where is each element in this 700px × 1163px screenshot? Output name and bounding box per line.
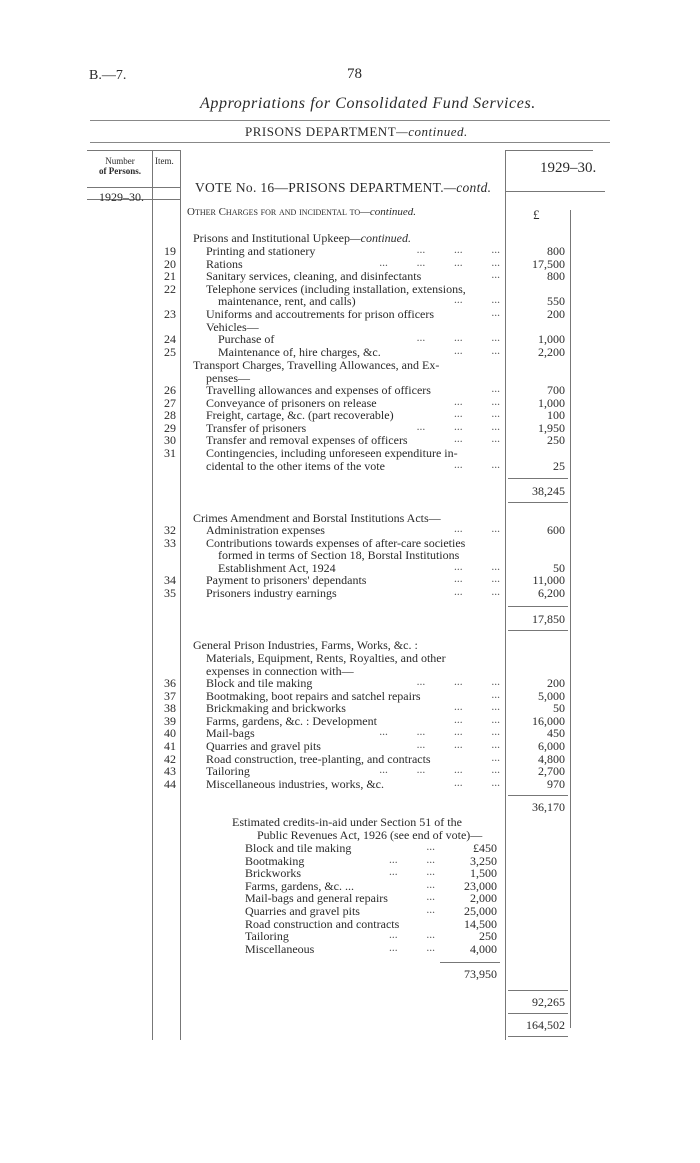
- leader-dots: ... ...: [454, 458, 500, 471]
- line-item-text: maintenance, rent, and calls): [218, 294, 356, 309]
- line-item-text: Payment to prisoners' dependants: [206, 573, 367, 588]
- line-item-amount: 4,000: [470, 941, 497, 956]
- item-number: 22: [164, 281, 176, 296]
- group3-heading: General Prison Industries, Farms, Works, &c. :: [193, 638, 418, 652]
- line-item-amount: 11,000: [532, 573, 565, 588]
- item-number: 36: [164, 676, 176, 690]
- line-item-amount: 700: [547, 383, 565, 397]
- line-item-text: Establishment Act, 1924: [218, 560, 336, 575]
- line-item-text: Block and tile making: [245, 841, 352, 855]
- line-item-amount: 2,200: [538, 344, 565, 359]
- item-number: 31: [164, 446, 176, 460]
- line-item-text: Tailoring: [245, 929, 289, 944]
- leader-dots: ... ...: [454, 701, 500, 714]
- line-item-text: formed in terms of Section 18, Borstal Institutions: [218, 548, 460, 563]
- line-item-amount: 200: [547, 676, 565, 690]
- leader-dots: ... ... ...: [416, 676, 500, 688]
- line-item-amount: 16,000: [532, 713, 565, 728]
- leader-dots: ...: [426, 841, 435, 853]
- line-item-amount: 450: [547, 726, 565, 741]
- line-item-text: Miscellaneous industries, works, &c.: [206, 776, 384, 791]
- credits-heading-cont: Public Revenues Act, 1926 (see end of vote)—: [257, 828, 483, 842]
- line-item-text: Bootmaking, boot repairs and satchel repairs: [206, 688, 421, 703]
- leader-dots: ...: [426, 878, 435, 891]
- group2-total: 17,850: [532, 612, 565, 626]
- leader-dots: ... ...: [454, 713, 500, 726]
- item-number: 42: [164, 751, 176, 766]
- line-item-amount: 800: [547, 244, 565, 258]
- line-item-text: Road construction and contracts: [245, 916, 400, 931]
- line-item-amount: 14,500: [464, 916, 497, 931]
- line-item-text: Road construction, tree-planting, and contracts: [206, 751, 431, 766]
- line-item-amount: 17,500: [532, 256, 565, 271]
- line-item-text: Block and tile making: [206, 676, 313, 690]
- item-number: 39: [164, 713, 176, 728]
- item-number: 23: [164, 307, 176, 321]
- year-column-header: 1929–30.: [540, 160, 597, 176]
- leader-dots: ... ...: [389, 853, 435, 866]
- line-item-text: Tailoring: [206, 764, 250, 779]
- line-item-amount: 6,200: [538, 586, 565, 600]
- line-item-amount: 1,000: [538, 395, 565, 410]
- leader-dots: ... ...: [454, 560, 500, 573]
- leader-dots: ... ... ... ...: [379, 764, 500, 777]
- item-number: 21: [164, 269, 176, 284]
- line-item-text: Printing and stationery: [206, 244, 316, 258]
- group2-heading: Crimes Amendment and Borstal Institutions Acts—: [193, 511, 441, 525]
- line-item-text: cidental to the other items of the vote: [206, 458, 385, 473]
- line-item-text: Transfer of prisoners: [206, 420, 307, 435]
- line-item-amount: 23,000: [464, 878, 497, 893]
- group1-total: 38,245: [532, 484, 565, 498]
- line-item-text: Quarries and gravel pits: [245, 904, 360, 918]
- leader-dots: ...: [491, 307, 500, 319]
- line-item-text: Quarries and gravel pits: [206, 739, 321, 753]
- leader-dots: ... ... ...: [416, 420, 500, 433]
- line-item-text: Vehicles—: [206, 319, 259, 334]
- leader-dots: ... ... ...: [416, 739, 500, 751]
- page-ref: B.—7.: [89, 68, 127, 83]
- line-item-amount: 25: [553, 458, 565, 473]
- line-item-amount: 3,250: [470, 853, 497, 868]
- line-item-text: Farms, gardens, &c. : Development: [206, 713, 377, 728]
- item-number: 32: [164, 523, 176, 537]
- line-item-text: Rations: [206, 256, 243, 271]
- line-item-text: Sanitary services, cleaning, and disinfectants: [206, 269, 422, 284]
- section-heading: Other Charges for and incidental to—continued.: [187, 206, 417, 218]
- department-heading: PRISONS DEPARTMENT—continued.: [245, 124, 468, 139]
- item-number: 38: [164, 701, 176, 716]
- line-item-text: Uniforms and accoutrements for prison officers: [206, 307, 435, 321]
- item-number: 27: [164, 395, 176, 410]
- persons-column-header: Number of Persons.: [99, 156, 141, 176]
- line-item-text: Transfer and removal expenses of officers: [206, 433, 408, 448]
- transport-heading-cont: penses—: [206, 371, 250, 385]
- leader-dots: ... ...: [454, 294, 500, 307]
- leader-dots: ... ...: [454, 523, 500, 535]
- page-number: 78: [347, 66, 362, 82]
- line-item-text: Administration expenses: [206, 523, 325, 537]
- leader-dots: ... ...: [454, 408, 500, 421]
- transport-heading: Transport Charges, Travelling Allowances, and Ex-: [193, 358, 440, 372]
- line-item-amount: £450: [473, 841, 497, 855]
- line-item-text: Brickmaking and brickworks: [206, 701, 346, 716]
- line-item-text: Bootmaking: [245, 853, 305, 868]
- line-item-amount: 200: [547, 307, 565, 321]
- line-item-text: Freight, cartage, &c. (part recoverable): [206, 408, 394, 423]
- line-item-amount: 550: [547, 294, 565, 309]
- leader-dots: ... ... ... ...: [379, 256, 500, 269]
- group1-heading: Prisons and Institutional Upkeep—continued.: [193, 231, 411, 245]
- line-item-text: Miscellaneous: [245, 941, 315, 956]
- line-item-amount: 250: [547, 433, 565, 448]
- line-item-text: Prisoners industry earnings: [206, 586, 337, 600]
- item-number: 43: [164, 764, 176, 779]
- vote-title: VOTE No. 16—PRISONS DEPARTMENT.—contd.: [195, 180, 492, 195]
- item-column-header: Item.: [155, 156, 174, 166]
- line-item-amount: 100: [547, 408, 565, 423]
- line-item-amount: 4,800: [538, 751, 565, 766]
- line-item-amount: 50: [553, 560, 565, 575]
- line-item-amount: 25,000: [464, 904, 497, 918]
- item-number: 24: [164, 332, 176, 347]
- line-item-text: Contingencies, including unforeseen expenditure in-: [206, 446, 458, 460]
- item-number: 20: [164, 256, 176, 271]
- item-number: 44: [164, 776, 176, 791]
- item-number: 29: [164, 420, 176, 435]
- grand-total: 164,502: [526, 1018, 565, 1032]
- line-item-amount: 970: [547, 776, 565, 791]
- leader-dots: ... ... ...: [416, 332, 500, 345]
- grand-subtotal: 92,265: [532, 995, 565, 1009]
- line-item-amount: 600: [547, 523, 565, 537]
- line-item-amount: 800: [547, 269, 565, 284]
- group3-heading-cont2: expenses in connection with—: [206, 664, 354, 678]
- line-item-amount: 1,500: [470, 866, 497, 881]
- currency-symbol: £: [533, 207, 540, 222]
- leader-dots: ... ... ... ...: [379, 726, 500, 739]
- leader-dots: ...: [426, 904, 435, 916]
- leader-dots: ...: [491, 751, 500, 764]
- page-title: Appropriations for Consolidated Fund Services.: [200, 95, 536, 112]
- leader-dots: ... ...: [389, 941, 435, 954]
- line-item-amount: 250: [479, 929, 497, 944]
- leader-dots: ... ...: [454, 573, 500, 586]
- leader-dots: ... ...: [389, 866, 435, 879]
- line-item-text: Telephone services (including installation, extensions,: [206, 281, 466, 296]
- line-item-text: Contributions towards expenses of after-care societies: [206, 535, 466, 550]
- line-item-text: Mail-bags and general repairs: [245, 891, 388, 906]
- line-item-text: Farms, gardens, &c. ...: [245, 878, 354, 893]
- item-number: 34: [164, 573, 176, 588]
- leader-dots: ... ...: [454, 586, 500, 598]
- item-number: 25: [164, 344, 176, 359]
- credits-heading: Estimated credits-in-aid under Section 51 of the: [232, 815, 462, 829]
- item-number: 35: [164, 586, 176, 600]
- item-number: 41: [164, 739, 176, 753]
- item-number: 37: [164, 688, 176, 703]
- line-item-amount: 2,000: [470, 891, 497, 906]
- leader-dots: ... ... ...: [416, 244, 500, 256]
- line-item-amount: 6,000: [538, 739, 565, 753]
- line-item-text: Maintenance of, hire charges, &c.: [218, 344, 381, 359]
- leader-dots: ... ...: [454, 344, 500, 357]
- group3-total: 36,170: [532, 800, 565, 814]
- credits-total: 73,950: [464, 967, 497, 981]
- leader-dots: ...: [426, 891, 435, 904]
- item-number: 33: [164, 535, 176, 550]
- line-item-text: Travelling allowances and expenses of officers: [206, 383, 431, 397]
- persons-year: 1929–30.: [99, 190, 144, 204]
- leader-dots: ... ...: [454, 776, 500, 789]
- line-item-text: Mail-bags: [206, 726, 255, 741]
- line-item-amount: 50: [553, 701, 565, 716]
- item-number: 26: [164, 383, 176, 397]
- line-item-amount: 1,950: [538, 420, 565, 435]
- item-number: 28: [164, 408, 176, 423]
- leader-dots: ...: [491, 383, 500, 395]
- item-number: 40: [164, 726, 176, 741]
- line-item-text: Brickworks: [245, 866, 301, 881]
- leader-dots: ...: [491, 688, 500, 701]
- leader-dots: ... ...: [389, 929, 435, 942]
- line-item-text: Conveyance of prisoners on release: [206, 395, 377, 410]
- leader-dots: ... ...: [454, 395, 500, 408]
- line-item-amount: 5,000: [538, 688, 565, 703]
- item-number: 30: [164, 433, 176, 448]
- item-number: 19: [164, 244, 176, 258]
- leader-dots: ...: [491, 269, 500, 282]
- line-item-text: Purchase of: [218, 332, 275, 347]
- group3-heading-cont: Materials, Equipment, Rents, Royalties, and other: [206, 651, 446, 665]
- line-item-amount: 1,000: [538, 332, 565, 347]
- leader-dots: ... ...: [454, 433, 500, 446]
- line-item-amount: 2,700: [538, 764, 565, 779]
